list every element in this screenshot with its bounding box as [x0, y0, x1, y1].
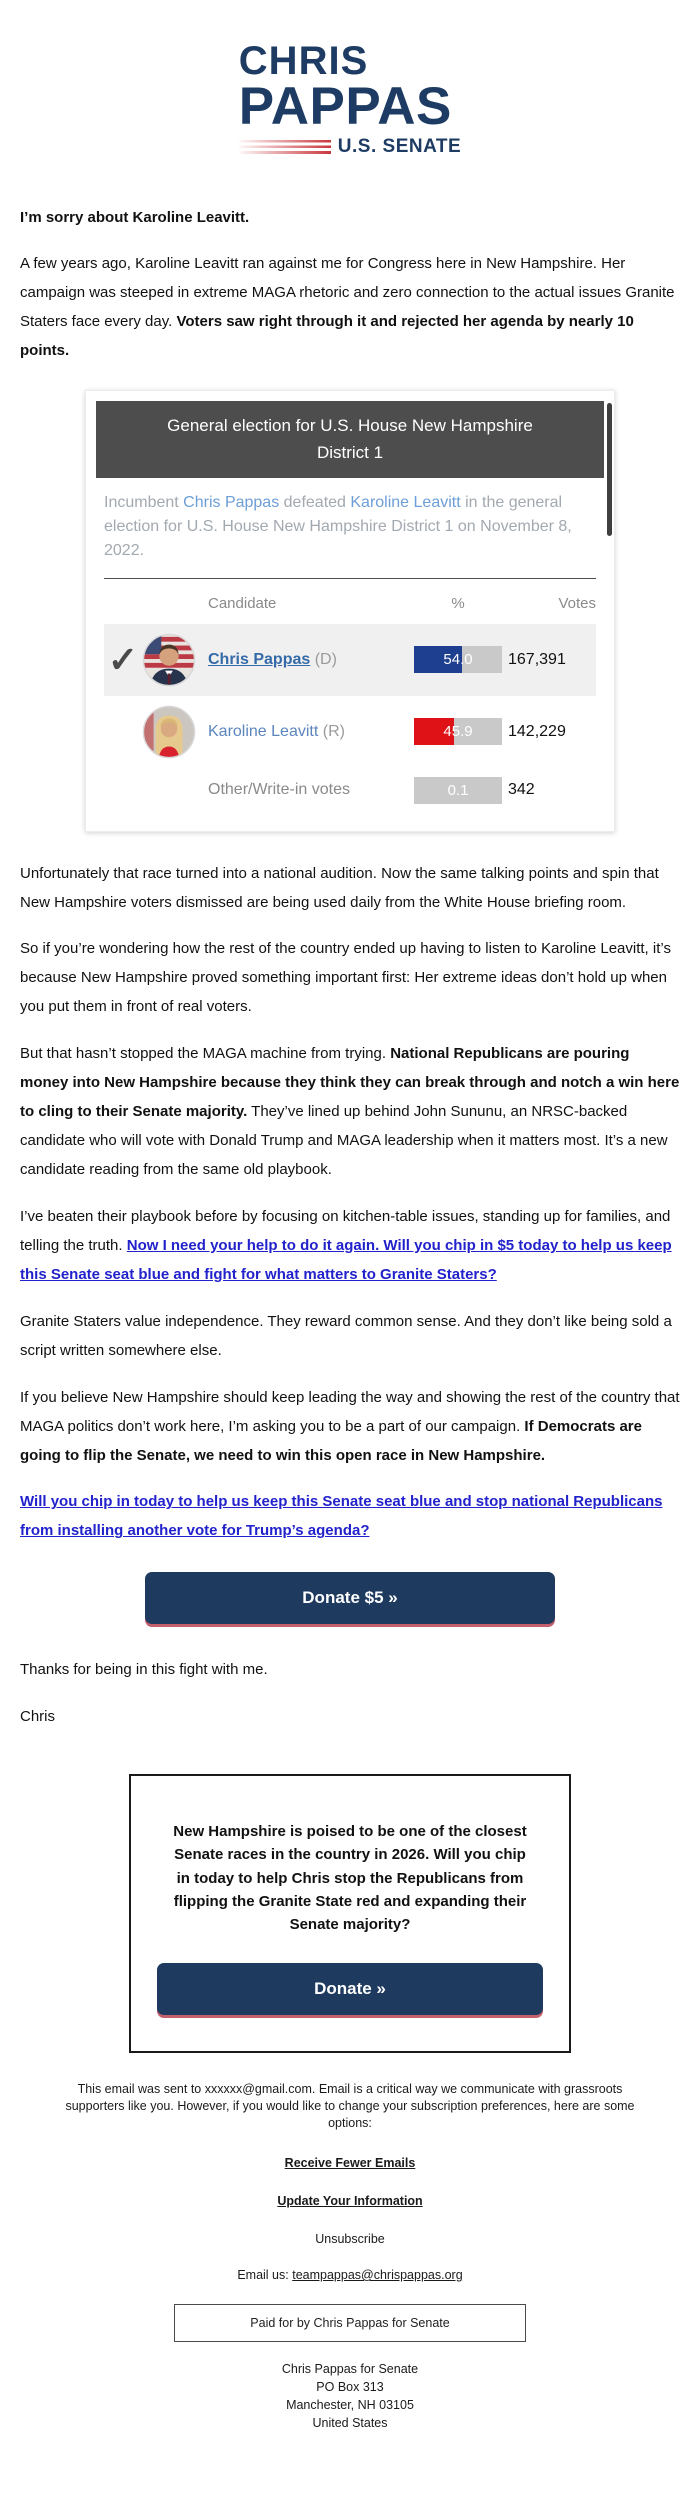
candidate-name: Other/Write-in votes [208, 779, 408, 801]
percent-value: 0.1 [414, 777, 502, 804]
footer-disclaimer: This email was sent to xxxxxx@gmail.com. Email is a critical way we communicate with grassroots supporters like you. However, if you would like to change your subscription preferences, here are some options: [63, 2081, 638, 2132]
candidate-link[interactable]: Karoline Leavitt [208, 723, 318, 740]
address-line: Chris Pappas for Senate [20, 2360, 680, 2378]
paid-for-disclaimer: Paid for by Chris Pappas for Senate [174, 2304, 526, 2342]
chris-pappas-photo [142, 633, 208, 687]
text-segment: I’ve beaten their playbook before by focusing on kitchen-table issues, standing up for families, and telling the truth. [20, 1208, 670, 1254]
unsubscribe-link[interactable]: Unsubscribe [20, 2232, 680, 2246]
promo-box [129, 1774, 571, 2053]
closing-line: Thanks for being in this fight with me. [20, 1656, 680, 1685]
chris-pappas-link[interactable]: Chris Pappas [183, 494, 279, 511]
votes-value: 342 [508, 781, 596, 799]
text-segment: But that hasn’t stopped the MAGA machine from trying. [20, 1045, 390, 1062]
email-label: Email us: [237, 2268, 292, 2282]
text-segment: in the general election for U.S. House New Hampshire District 1 on November 8, 2022. [104, 494, 572, 559]
logo-tagline-row [239, 136, 461, 158]
receive-fewer-emails-link[interactable]: Receive Fewer Emails [20, 2156, 680, 2170]
paragraph [20, 1040, 680, 1185]
address-line: United States [20, 2414, 680, 2432]
address-line: Manchester, NH 03105 [20, 2396, 680, 2414]
inline-donate-link[interactable]: Now I need your help to do it again. Will you chip in $5 today to help us keep this Senate seat blue and fight for what matters to Granite Staters? [20, 1237, 672, 1283]
logo-text-chris: CHRIS [239, 42, 461, 80]
signature: Chris [20, 1703, 680, 1732]
column-header-votes: Votes [508, 595, 596, 612]
logo-text-pappas: PAPPAS [239, 80, 461, 133]
red-stripes-icon [239, 140, 331, 155]
contact-email-link[interactable]: teampappas@chrispappas.org [292, 2268, 462, 2282]
mailing-address [20, 2360, 680, 2433]
update-your-information-link[interactable]: Update Your Information [20, 2194, 680, 2208]
paragraph [20, 860, 680, 918]
promo-text: New Hampshire is poised to be one of the closest Senate races in the country in 2026. Will you chip in today to help Chris stop the Republicans from flipping the Granite State red and expanding their Senate majority? [157, 1820, 543, 1936]
results-card-description [96, 478, 604, 578]
party-label: (R) [323, 723, 345, 740]
text-segment-bold: Voters saw right through it and rejected her agenda by nearly 10 points. [20, 313, 634, 359]
donate-button[interactable]: Donate » [157, 1963, 543, 2015]
winner-checkmark-icon: ✓ [104, 642, 142, 678]
column-header-percent: % [408, 595, 508, 612]
election-results-card [85, 390, 615, 831]
paragraph [20, 1384, 680, 1471]
votes-value: 167,391 [508, 651, 596, 669]
text-segment: They’ve lined up behind John Sununu, an NRSC-backed candidate who will vote with Donald Trump and MAGA leadership when it matters most. It’s a new candidate reading from the same old playbook. [20, 1103, 668, 1178]
votes-value: 142,229 [508, 723, 596, 741]
inline-donate-link[interactable]: Will you chip in today to help us keep this Senate seat blue and stop national Republicans from installing another vote for Trump’s agenda? [20, 1493, 662, 1539]
results-card-title: General election for U.S. House New Hampshire District 1 [96, 401, 604, 477]
card-scrollbar[interactable] [607, 403, 612, 536]
paragraph [20, 1488, 680, 1546]
text-segment-bold: National Republicans are pouring money into New Hampshire because they think they can break through and notch a win here to cling to their Senate majority. [20, 1045, 679, 1120]
text-segment: Granite Staters value independence. They reward common sense. And they don’t like being sold a script written somewhere else. [20, 1313, 672, 1359]
text-segment: Incumbent [104, 494, 183, 511]
percent-value: 54.0 [414, 646, 502, 673]
table-row-karoline-leavitt [104, 696, 596, 768]
logo-tagline: U.S. SENATE [338, 136, 461, 158]
text-segment: If you believe New Hampshire should keep leading the way and showing the rest of the country that MAGA politics don’t work here, I’m asking you to be a part of our campaign. [20, 1389, 680, 1435]
paragraph [20, 1203, 680, 1290]
results-table [96, 579, 604, 827]
intro-heading [20, 204, 680, 233]
percent-bar [414, 718, 502, 745]
percent-bar [414, 777, 502, 804]
contact-email-line [20, 2268, 680, 2282]
campaign-logo [20, 42, 680, 160]
table-row-chris-pappas [104, 624, 596, 696]
percent-bar [414, 646, 502, 673]
text-segment: Unfortunately that race turned into a national audition. Now the same talking points and spin that New Hampshire voters dismissed are being used daily from the White House briefing room. [20, 865, 659, 911]
paragraph [20, 250, 680, 366]
candidate-name [208, 721, 408, 743]
paragraph [20, 935, 680, 1022]
candidate-name [208, 649, 408, 671]
paragraph [20, 1308, 680, 1366]
column-header-candidate: Candidate [208, 595, 408, 612]
text-segment: I’m sorry about Karoline Leavitt. [20, 209, 249, 226]
donate-5-button[interactable]: Donate $5 » [145, 1572, 555, 1624]
karoline-leavitt-photo [142, 705, 208, 759]
karoline-leavitt-link[interactable]: Karoline Leavitt [350, 494, 460, 511]
percent-value: 45.9 [414, 718, 502, 745]
table-row-other-writein [104, 768, 596, 813]
campaign-logo-inner [239, 42, 461, 158]
party-label: (D) [315, 651, 337, 668]
candidate-link[interactable]: Chris Pappas [208, 651, 310, 668]
text-segment: defeated [279, 494, 350, 511]
results-table-header [104, 595, 596, 624]
address-line: PO Box 313 [20, 2378, 680, 2396]
email-footer [20, 2081, 680, 2432]
text-segment-bold: If Democrats are going to flip the Senate, we need to win this open race in New Hampshire. [20, 1418, 642, 1464]
text-segment: A few years ago, Karoline Leavitt ran against me for Congress here in New Hampshire. Her campaign was steeped in extreme MAGA rhetoric and zero connection to the actual issues Granite Staters face every day. [20, 255, 675, 330]
text-segment: So if you’re wondering how the rest of the country ended up having to listen to Karoline Leavitt, it’s because New Hampshire proved something important first: Her extreme ideas don’t hold up when you put them in front of real voters. [20, 940, 671, 1015]
